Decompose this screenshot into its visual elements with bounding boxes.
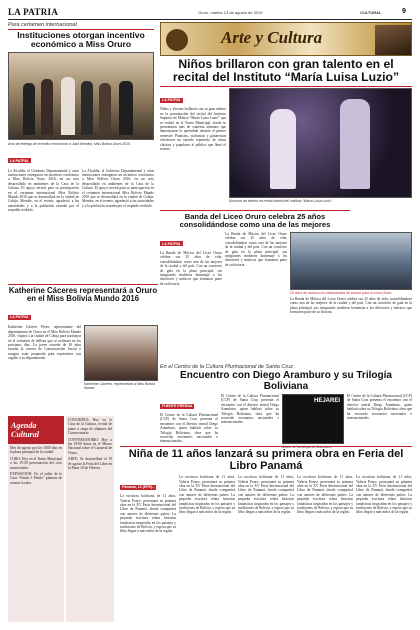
article-body-cont: La Banda de Música del Liceo Oruro celebra sus 25 años de vida, consolidándose como una de las mejores de la ciudad y del país. Con un concierto de gala en la plaza principal, sus integrantes rindieron homenaje a los directores y músicos que formaron parte de su historia.: [225, 231, 287, 267]
newspaper-logo: LA PATRIA: [8, 7, 59, 17]
article-source-tag: LA PATRIA: [10, 158, 29, 163]
page-number: 9: [402, 8, 406, 15]
article-headline: Instituciones otorgan incentivo económico a Miss Oruro: [17, 30, 145, 50]
article-body: La escritora boliviana de 11 años, Valeria Ponce, presentará su primera obra en la XV Feria Internacional del Libro de Panamá, donde compartirá con autores de diferentes países. La pequeña escritora relata historias fantásticas inspiradas en los paisajes y tradiciones de Bolivia, y espera que su libro llegue a más niños de la región.: [120, 494, 176, 534]
banner-title: Arte y Cultura: [221, 28, 323, 47]
agenda-title: Agenda Cultural: [8, 416, 64, 444]
recital-photo: [229, 88, 412, 198]
article-source-tag: LA PATRIA: [10, 315, 29, 320]
agenda-list: [8, 444, 64, 487]
photo-caption: Katherine Cáceres, representará a Miss Bolivia Mundo.: [84, 382, 155, 391]
masthead: [8, 6, 412, 20]
article-body-cont2: La Banda de Música del Liceo Oruro celebra sus 25 años de vida, consolidándose como una de las mejores de la ciudad y del país. Con un concierto de gala en la plaza principal, sus integrantes rindieron homenaje a los directores y músicos que formaron parte de su historia.: [290, 296, 412, 315]
article-body: La Banda de Música del Liceo Oruro celebra sus 25 años de vida, consolidándose como una de las mejores de la ciudad y del país. Con un concierto de gala en la plaza principal, sus integrantes rindieron homenaje a los directores y músicos que formaron parte de su historia.: [160, 250, 222, 286]
article-body: Niños y jóvenes brillaron con su gran talento en la presentación del recital del Instituto Superior de Música “María Luisa Luzio” que se realizó en el Teatro Municipal, donde se presentaron más de cuarenta alumnos que demostraron lo aprendido durante el primer semestre. Pianistas, violinistas y guitarristas ofrecieron un variado repertorio de obras clásicas y populares al público que llenó el recinto.: [160, 107, 226, 152]
article-miss-oruro: [8, 22, 154, 282]
article-body: El Centro de la Cultura Plurinacional (CCP) de Santa Cruz presenta el encuentro con el director teatral Diego Aramburo, quien hablará sobre su Trilogía Boliviana, obra que ha recorrido escenarios nacionales e internacionales.: [160, 413, 218, 444]
article-body: Katherine Cáceres Pérez, representante del departamento de Oruro en el Miss Bolivia Mundo 2016, viajará a la ciudad de Cobija para participar en el certamen de belleza que se realizará en los próximos días. La joven orureña de 20 años estudia la carrera de Comunicación Social y asegura estar preparada para representar con orgullo a su departamento.: [8, 325, 81, 361]
article-kicker: Para certamen internacional: [8, 22, 154, 30]
banner-portrait: [375, 25, 411, 55]
article-body-cont4: La escritora boliviana de 11 años, Valeria Ponce, presentará su primera obra en la XV Feria Internacional del Libro de Panamá, donde compartirá con autores de diferentes países. La pequeña escritora relata historias fantásticas inspiradas en los paisajes y tradiciones de Bolivia, y espera que su libro llegue a más niños de la región.: [356, 475, 412, 515]
article-source-tag: Panamá, 12 (EFE).-: [122, 485, 155, 490]
poster-image: [282, 394, 344, 444]
article-source-tag: FUENTE PRENSA: [162, 404, 193, 408]
article-source-tag: LA PATRIA: [162, 241, 181, 246]
agenda-item: CORO: Hoy en el Teatro Municipal a las 19:30 presentación del coro universitario.: [10, 456, 62, 470]
article-aramburo: [160, 364, 412, 449]
article-body-cont3: La escritora boliviana de 11 años, Valeria Ponce, presentará su primera obra en la XV Feria Internacional del Libro de Panamá, donde compartirá con autores de diferentes países. La pequeña escritora relata historias fantásticas inspiradas en los paisajes y tradiciones de Bolivia, y espera que su libro llegue a más niños de la región.: [297, 475, 353, 515]
katherine-photo: [84, 325, 158, 381]
article-body-cont: El Centro de la Cultura Plurinacional (CCP) de Santa Cruz presenta el encuentro con el director teatral Diego Aramburo, quien hablará sobre su Trilogía Boliviana, obra que ha recorrido escenarios nacionales e internacionales.: [221, 394, 279, 425]
article-headline: Katherine Cáceres representará a Oruro en el Miss Bolivia Mundo 2016: [8, 286, 158, 304]
article-source-tag: LA PATRIA: [162, 98, 181, 103]
photo-caption: Alumnos de talento en recital infantil del Instituto “María Luisa Luzio”.: [229, 199, 333, 204]
photo-caption: Acto de entrega de incentivo económico a Julia Mendez, Miss Bolivia Oruro 2016.: [8, 141, 131, 146]
article-body-cont: La escritora boliviana de 11 años, Valeria Ponce, presentará su primera obra en la XV Feria Internacional del Libro de Panamá, donde compartirá con autores de diferentes países. La pequeña escritora relata historias fantásticas inspiradas en los paisajes y tradiciones de Bolivia, y espera que su libro llegue a más niños de la región.: [179, 475, 235, 515]
article-kicker: En el Centro de la Cultura Plurinacional de Santa Cruz: [160, 364, 293, 370]
article-headline: Niños brillaron con gran talento en el recital del Instituto “María Luisa Luzio”: [172, 57, 400, 84]
agenda-item: ARTE: Se desarrollará el 19 de agosto la Feria del Libro en la Plaza 10 de Febrero.: [68, 457, 112, 471]
banner-drama-masks-icon: [166, 29, 188, 51]
article-body-cont2: El Centro de la Cultura Plurinacional (CCP) de Santa Cruz presenta el encuentro con el director teatral Diego Aramburo, quien hablará sobre su Trilogía Boliviana, obra que ha recorrido escenarios nacionales e internacionales.: [347, 394, 412, 421]
article-body: La Alcaldía, el Gobierno Departamental y otras instituciones entregaron un incentivo económico a Miss Bolivia Oruro 2016, en un acto desarrollado en ambientes de la Casa de la Cultura. El apoyo servirá para su participación en el certamen internacional Miss Bolivia Mundo 2016 que se desarrollará en la ciudad de Cobija. Mendez, en el evento, agradeció a las autoridades y a la población orureña por el respaldo recibido.: [8, 168, 79, 213]
article-nina-libro: [120, 446, 412, 624]
article-body-cont: La Alcaldía, el Gobierno Departamental y otras instituciones entregaron un incentivo económico a Miss Bolivia Oruro 2016, en un acto desarrollado en ambientes de la Casa de la Cultura. El apoyo servirá para su participación en el certamen internacional Miss Bolivia Mundo 2016 que se desarrollará en la ciudad de Cobija. Mendez, en el evento, agradeció a las autoridades y a la población orureña por el respaldo recibido.: [82, 168, 154, 208]
section-banner: [160, 22, 412, 56]
article-headline: Encuentro con Diego Aramburo y su Trilogía Boliviana: [180, 370, 392, 392]
photo-caption: Afiche de la trilogía de Aramburo.: [282, 445, 333, 449]
agenda-cultural: [8, 416, 64, 622]
agenda-cultural-cont: [66, 416, 114, 622]
article-headline: Niña de 11 años lanzará su primera obra en Feria del Libro Panamá: [120, 446, 412, 472]
band-photo: [290, 232, 412, 290]
article-body-cont2: La escritora boliviana de 11 años, Valeria Ponce, presentará su primera obra en la XV Feria Internacional del Libro de Panamá, donde compartirá con autores de diferentes países. La pequeña escritora relata historias fantásticas inspiradas en los paisajes y tradiciones de Bolivia, y espera que su libro llegue a más niños de la región.: [238, 475, 294, 515]
article-katherine: [8, 284, 158, 414]
agenda-item: CONCIERTO: Hoy en la Casa de la Cultura, recital de piano a cargo de alumnos del Conservatorio.: [68, 418, 112, 436]
issue-date: Oruro, martes 13 de agosto de 2019: [198, 10, 263, 15]
article-recital: [160, 58, 412, 208]
article-banda-liceo: [160, 210, 412, 360]
section-name: CULTURAL: [360, 10, 382, 15]
article-photo: [8, 52, 154, 140]
article-headline: Banda del Liceo Oruro celebra 25 años consolidándose como una de las mejores: [160, 210, 350, 229]
agenda-item: EXPOSICIÓN: En el salón de la Casa “Simón I. Patiño” pinturas de artistas locales.: [10, 472, 62, 485]
agenda-item: CONVERSATORIO: Hoy a las 18:00 horas en el Museo Nacional sobre el Carnaval de Oruro.: [68, 437, 112, 455]
photo-caption: 25 años de música con instrumentos de bronce para el Liceo Oruro.: [290, 290, 393, 295]
agenda-item: Mes de agosto por los 1000 días en la plaza principal de la ciudad.: [10, 446, 62, 455]
poster-title: HEJAREI: [313, 398, 340, 404]
